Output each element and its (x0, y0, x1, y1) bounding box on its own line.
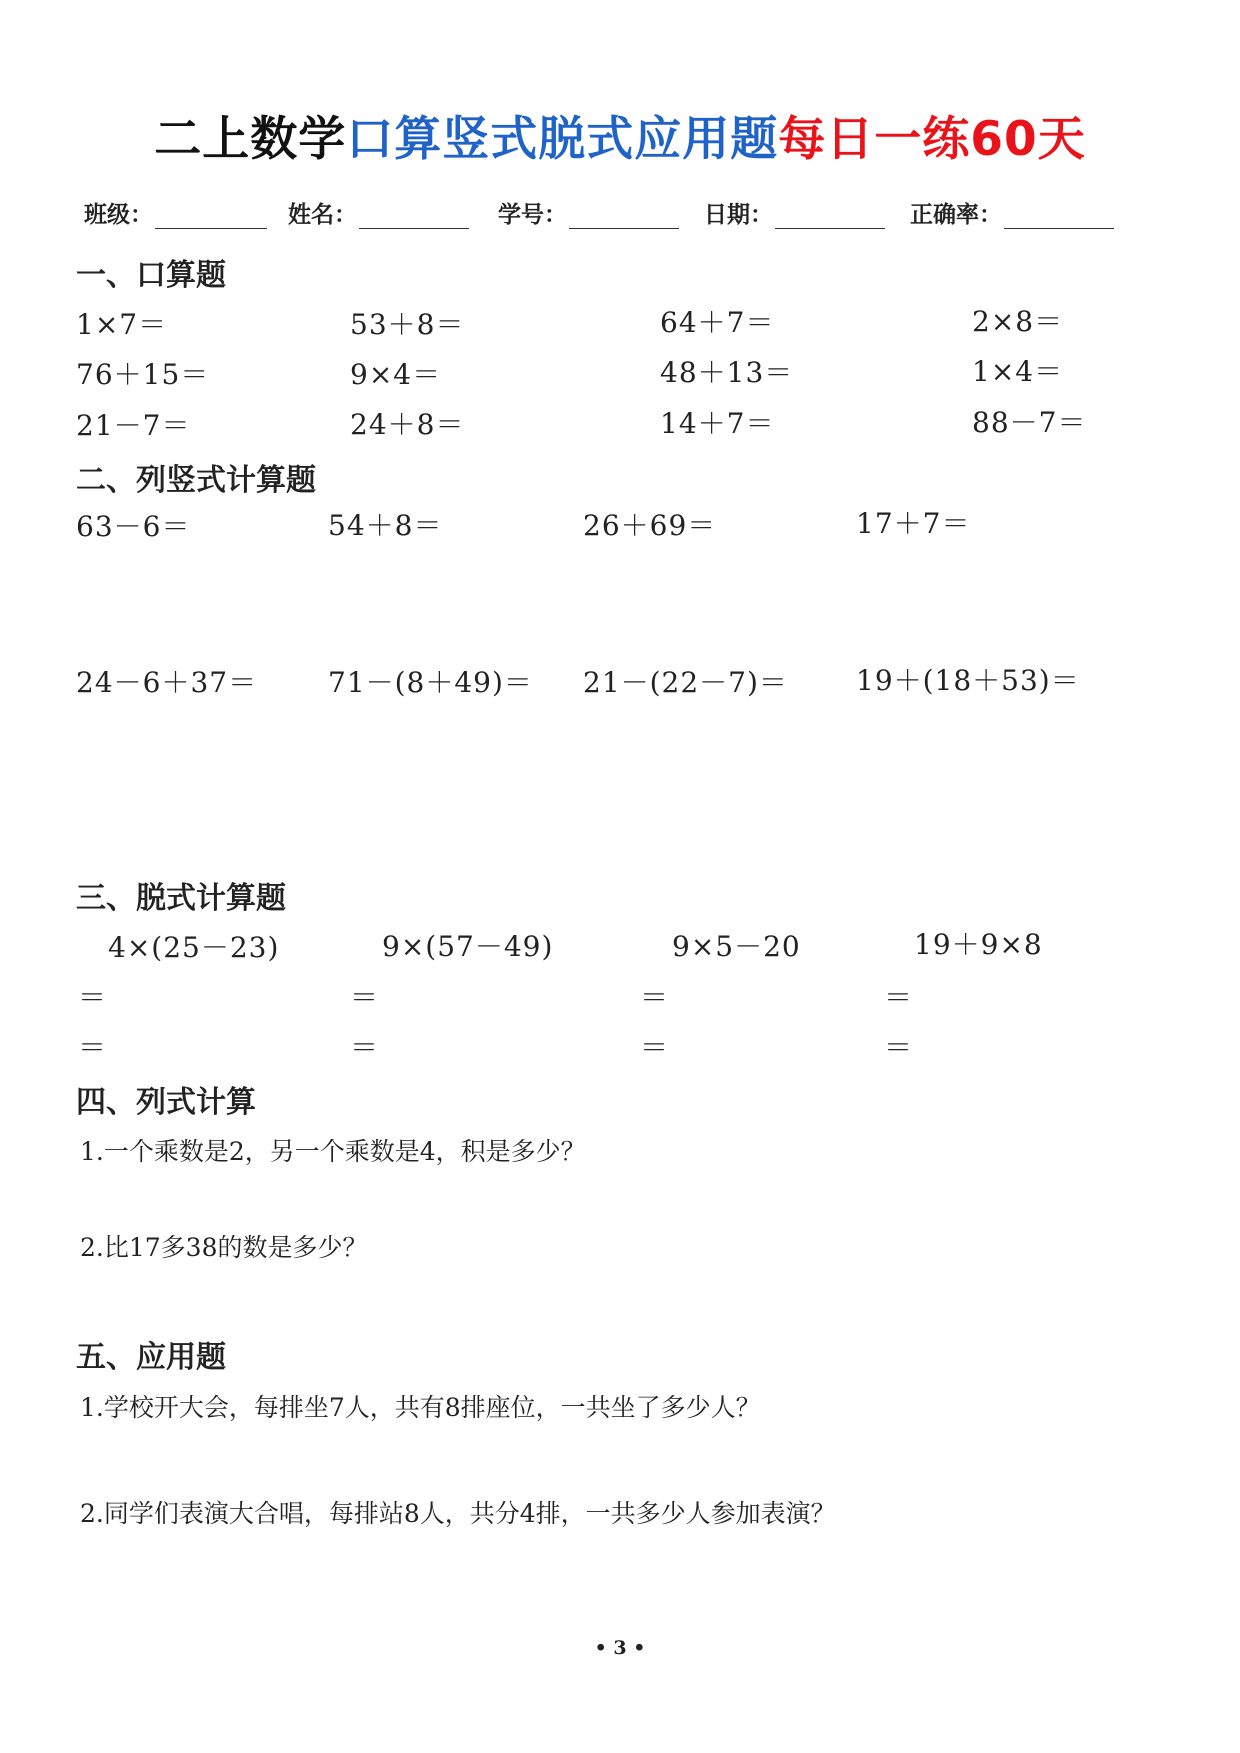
word-problem: 1.学校开大会，每排坐7人，共有8排座位，一共坐了多少人？ (80, 1393, 761, 1422)
oral-problem: 14＋7＝ (660, 407, 775, 440)
date-field[interactable]: 日期： (704, 196, 885, 229)
section-heading-stepwise: 三、脱式计算题 (76, 881, 286, 916)
section-heading-word-problems: 五、应用题 (76, 1340, 226, 1375)
stepwise-expression: 19＋9×8 (914, 928, 1043, 961)
title-part-daily: 每日一练60天 (778, 112, 1086, 167)
expression-question: 1.一个乘数是2，另一个乘数是4，积是多少？ (80, 1137, 586, 1166)
section-heading-expressions: 四、列式计算 (76, 1085, 256, 1120)
section-heading-vertical: 二、列竖式计算题 (76, 463, 316, 498)
oral-problem: 88－7＝ (972, 406, 1087, 439)
vertical-problem: 54＋8＝ (328, 509, 443, 542)
stepwise-expression: 9×5－20 (672, 930, 801, 963)
oral-problem: 24＋8＝ (350, 408, 465, 441)
student-info-row (84, 196, 1144, 236)
vertical-problem: 24－6＋37＝ (76, 666, 258, 699)
word-problem: 2.同学们表演大合唱，每排站8人，共分4排，一共多少人参加表演？ (80, 1499, 836, 1528)
stepwise-expression: 4×(25－23) (108, 931, 280, 964)
accuracy-field[interactable]: 正确率： (910, 196, 1114, 229)
class-field[interactable]: 班级： (84, 196, 267, 229)
vertical-problem: 21－(22－7)＝ (583, 666, 788, 699)
oral-problem: 76＋15＝ (76, 358, 210, 391)
page-number: • 3 • (594, 1637, 646, 1659)
oral-problem: 48＋13＝ (660, 356, 794, 389)
vertical-problem: 26＋69＝ (583, 509, 717, 542)
oral-problem: 64＋7＝ (660, 306, 775, 339)
stepwise-expression: 9×(57－49) (382, 930, 554, 963)
vertical-problem: 19＋(18＋53)＝ (856, 664, 1080, 697)
stepwise-equals: ＝ (350, 981, 380, 1014)
oral-problem: 9×4＝ (350, 358, 442, 391)
stepwise-equals: ＝ (640, 981, 670, 1014)
section-heading-oral: 一、口算题 (76, 258, 226, 293)
vertical-problem: 71－(8＋49)＝ (328, 666, 533, 699)
title-part-grade: 二上数学 (154, 112, 347, 167)
expression-question: 2.比17多38的数是多少？ (80, 1233, 368, 1262)
worksheet-title (0, 102, 1240, 169)
title-part-topics: 口算竖式脱式应用题 (346, 112, 779, 167)
stepwise-equals: ＝ (884, 981, 914, 1014)
stepwise-equals: ＝ (350, 1031, 380, 1064)
stepwise-equals: ＝ (884, 1031, 914, 1064)
name-field[interactable]: 姓名： (288, 196, 469, 229)
stepwise-equals: ＝ (78, 1031, 108, 1064)
stepwise-equals: ＝ (640, 1031, 670, 1064)
student-number-field[interactable]: 学号： (498, 196, 679, 229)
oral-problem: 1×4＝ (972, 355, 1064, 388)
stepwise-equals: ＝ (78, 981, 108, 1014)
oral-problem: 1×7＝ (76, 308, 168, 341)
oral-problem: 21－7＝ (76, 409, 191, 442)
vertical-problem: 17＋7＝ (856, 507, 971, 540)
vertical-problem: 63－6＝ (76, 510, 191, 543)
oral-problem: 53＋8＝ (350, 308, 465, 341)
oral-problem: 2×8＝ (972, 305, 1064, 338)
